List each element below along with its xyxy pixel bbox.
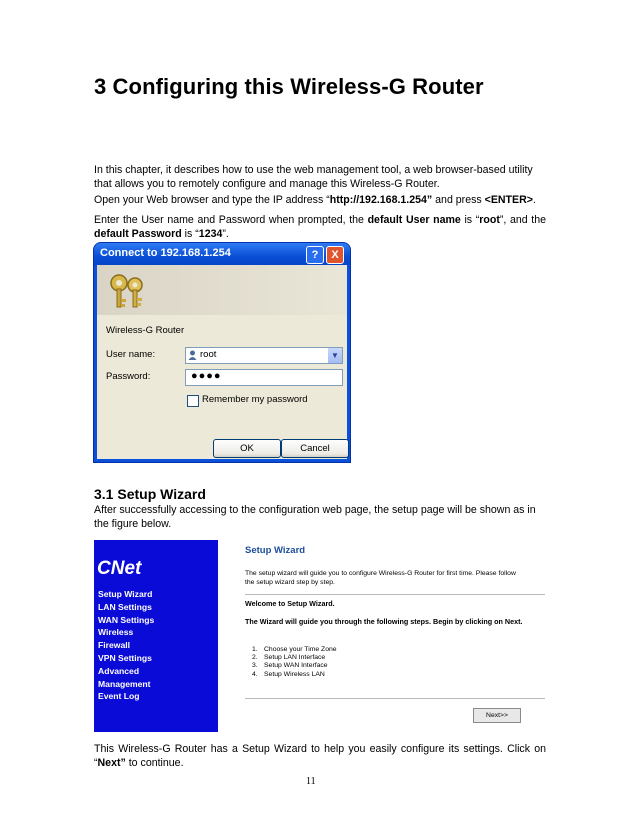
page-title: 3 Configuring this Wireless-G Router	[94, 74, 484, 99]
section-heading: 3.1 Setup Wizard	[94, 486, 206, 502]
list-item: 2. Setup LAN Interface	[252, 654, 326, 662]
nav-item-vpn-settings[interactable]: VPN Settings	[98, 652, 152, 663]
chevron-down-icon[interactable]: ▼	[328, 348, 342, 363]
divider	[245, 594, 545, 595]
cnet-logo: CNet	[97, 558, 142, 579]
dialog-body	[97, 265, 347, 459]
cancel-button[interactable]: Cancel	[281, 439, 349, 458]
ok-button[interactable]: OK	[213, 439, 281, 458]
credentials-instruction: Enter the User name and Password when prompted, the default User name is “root”, and the default Password is “1234”.	[94, 214, 547, 240]
wizard-description: The setup wizard will guide you to configure Wireless-G Router for first time. Please follow the setup wizard step by step.	[245, 570, 516, 586]
next-button[interactable]: Next>>	[473, 708, 521, 723]
nav-item-event-log[interactable]: Event Log	[98, 691, 140, 702]
wizard-nav	[98, 588, 154, 703]
intro-paragraph: In this chapter, it describes how to use the web management tool, a web browser-based utility that allows you to remotely configure and manage this Wireless-G Router.	[94, 164, 533, 190]
wizard-welcome: Welcome to Setup Wizard.	[245, 599, 335, 608]
realm-label: Wireless-G Router	[106, 325, 185, 336]
remember-checkbox[interactable]	[187, 395, 199, 407]
close-button[interactable]: X	[326, 246, 344, 264]
wizard-steps	[252, 646, 337, 679]
nav-item-wireless[interactable]: Wireless	[98, 627, 134, 638]
list-item: 4. Setup Wireless LAN	[252, 670, 325, 678]
closing-paragraph: This Wireless-G Router has a Setup Wizard to help you easily configure its settings. Click on “Next” to continue.	[94, 743, 546, 769]
dialog-title: Connect to 192.168.1.254	[100, 247, 231, 259]
nav-item-advanced[interactable]: Advanced	[98, 665, 140, 676]
user-icon	[188, 350, 197, 360]
list-item: 1. Choose your Time Zone	[252, 646, 337, 653]
password-label: Password:	[106, 371, 151, 382]
help-button[interactable]: ?	[306, 246, 324, 264]
password-value: ●●●●	[191, 370, 222, 382]
login-dialog	[94, 243, 350, 462]
username-label: User name:	[106, 349, 156, 360]
keys-icon	[107, 271, 153, 311]
username-combobox[interactable]	[185, 347, 343, 364]
section-body: After successfully accessing to the configuration web page, the setup page will be shown as in the figure below.	[94, 504, 536, 530]
remember-label: Remember my password	[202, 394, 308, 405]
nav-item-setup-wizard[interactable]: Setup Wizard	[98, 589, 153, 599]
list-item: 3. Setup WAN Interface	[252, 662, 328, 670]
wizard-sidebar	[94, 540, 218, 732]
page-number: 11	[306, 776, 316, 787]
password-field[interactable]	[185, 369, 343, 386]
username-value: root	[200, 349, 217, 360]
nav-item-lan-settings[interactable]: LAN Settings	[98, 601, 152, 612]
dialog-titlebar	[94, 243, 350, 265]
nav-item-firewall[interactable]: Firewall	[98, 640, 130, 651]
dialog-banner	[97, 265, 347, 315]
wizard-guide: The Wizard will guide you through the following steps. Begin by clicking on Next.	[245, 617, 523, 626]
ip-instruction: Open your Web browser and type the IP address “http://192.168.1.254” and press <ENTER>.	[94, 194, 536, 206]
wizard-main	[218, 540, 548, 732]
nav-item-management[interactable]: Management	[98, 678, 151, 689]
divider	[245, 698, 545, 699]
wizard-title: Setup Wizard	[245, 545, 306, 556]
nav-item-wan-settings[interactable]: WAN Settings	[98, 614, 155, 625]
